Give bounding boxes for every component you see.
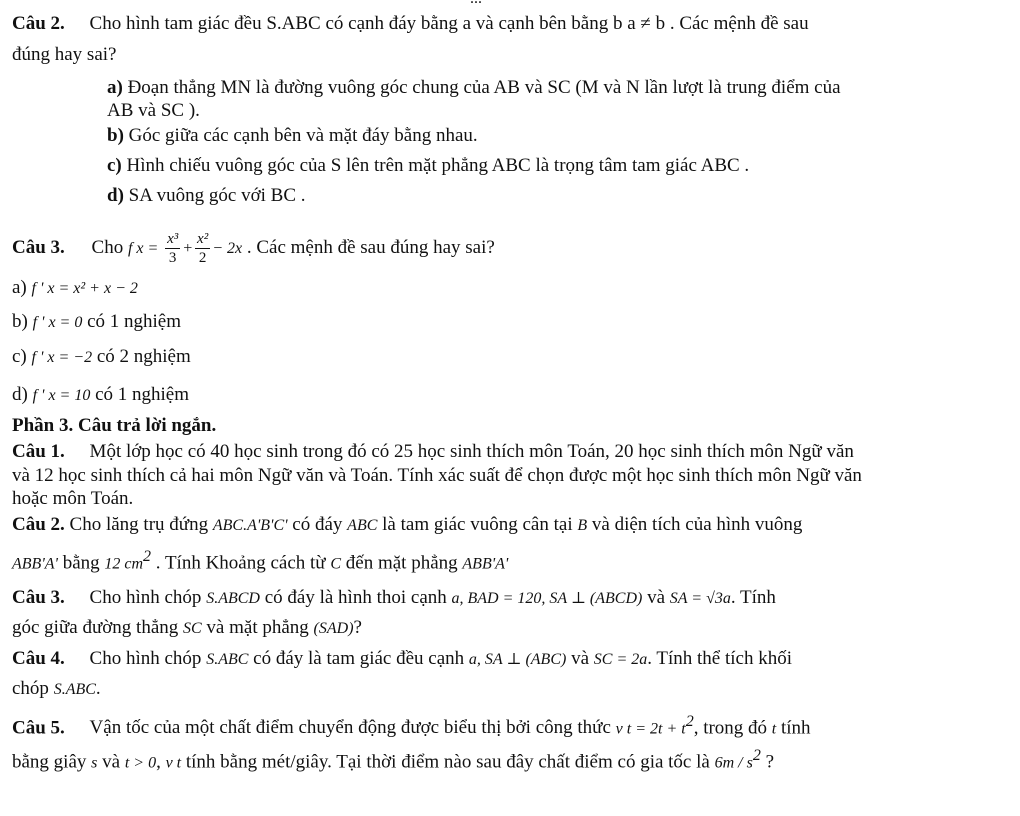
q3-option-c: c) f ' x = −2 có 2 nghiệm [12, 346, 191, 367]
p3-q3-line2: góc giữa đường thẳng SC và mặt phẳng (SAD)? [12, 617, 362, 638]
q2-statement-c: c) Hình chiếu vuông góc của S lên trên mặt phẳng ABC là trọng tâm tam giác ABC . [107, 155, 750, 176]
q2-stem-line1: Câu 2. Cho hình tam giác đều S.ABC có cạnh đáy bằng a và cạnh bên bằng b a ≠ b . Các mệnh đề sau [12, 13, 809, 34]
p3-q3-line1: Câu 3. Cho hình chóp S.ABCD có đáy là hình thoi cạnh a, BAD = 120, SA ⊥ (ABCD) và SA = √3a. Tính [12, 587, 776, 608]
p3-q5-line2: bằng giây s và t > 0, v t tính bằng mét/giây. Tại thời điểm nào sau đây chất điểm có gia tốc là $6m / s^2$ ? [12, 747, 775, 773]
q3-option-d: d) f ' x = 10 có 1 nghiệm [12, 384, 190, 405]
p3-q5-line1: Câu 5. Vận tốc của một chất điểm chuyển động được biểu thị bởi công thức v $t = 2t + t^2$, trong đó t tính [12, 713, 811, 739]
q3-stem: Câu 3. Cho f x = $\frac{\text{x³}}{3}$ + $\frac{\text{x²}}{2}$ − 2x . Các mệnh đề sau đúng hay sai? [12, 231, 495, 267]
p3-q4-line2: chóp S.ABC. [12, 678, 101, 699]
q3-option-b: b) f ' x = 0 có 1 nghiệm [12, 311, 182, 332]
p3-q1-line2: và 12 học sinh thích cả hai môn Ngữ văn và Toán. Tính xác suất để chọn được một học sinh thích môn Ngữ văn [12, 465, 862, 486]
q2-statement-d: d) SA vuông góc với BC . [107, 185, 306, 206]
p3-q4-line1: Câu 4. Cho hình chóp S.ABC có đáy là tam giác đều cạnh a, SA ⊥ (ABC) và SC = 2a. Tính thể tích khối [12, 648, 793, 669]
section-heading: Phần 3. Câu trả lời ngắn. [12, 415, 217, 436]
p3-q1-line3: hoặc môn Toán. [12, 488, 134, 509]
fraction-x3-over-3: $\frac{\text{x³}}{3}$ [167, 231, 179, 267]
p3-q1-line1: Câu 1. Một lớp học có 40 học sinh trong đó có 25 học sinh thích môn Toán, 20 học sinh thích môn Ngữ văn [12, 441, 854, 462]
p3-q2-line2: ABB'A' bằng 12 $cm^2$ . Tính Khoảng cách từ C đến mặt phẳng ABB'A' [12, 548, 509, 574]
q2-statement-b: b) Góc giữa các cạnh bên và mặt đáy bằng nhau. [107, 125, 478, 146]
q2-statement-a-line1: a) Đoạn thẳng MN là đường vuông góc chung của AB và SC (M và N lần lượt là trung điểm của [107, 77, 841, 98]
fraction-x2-over-2: $\frac{\text{x²}}{2}$ [197, 231, 209, 267]
q2-stem-line2: đúng hay sai? [12, 44, 117, 65]
q3-option-a: a) f ' x = x² + x − 2 [12, 277, 138, 298]
q2-statement-a-line2: AB và SC ). [107, 100, 200, 121]
p3-q2-line1: Câu 2. Cho lăng trụ đứng ABC.A'B'C' có đáy ABC là tam giác vuông cân tại B và diện tích của hình vuông [12, 514, 803, 535]
cut-off-text [470, 0, 482, 8]
